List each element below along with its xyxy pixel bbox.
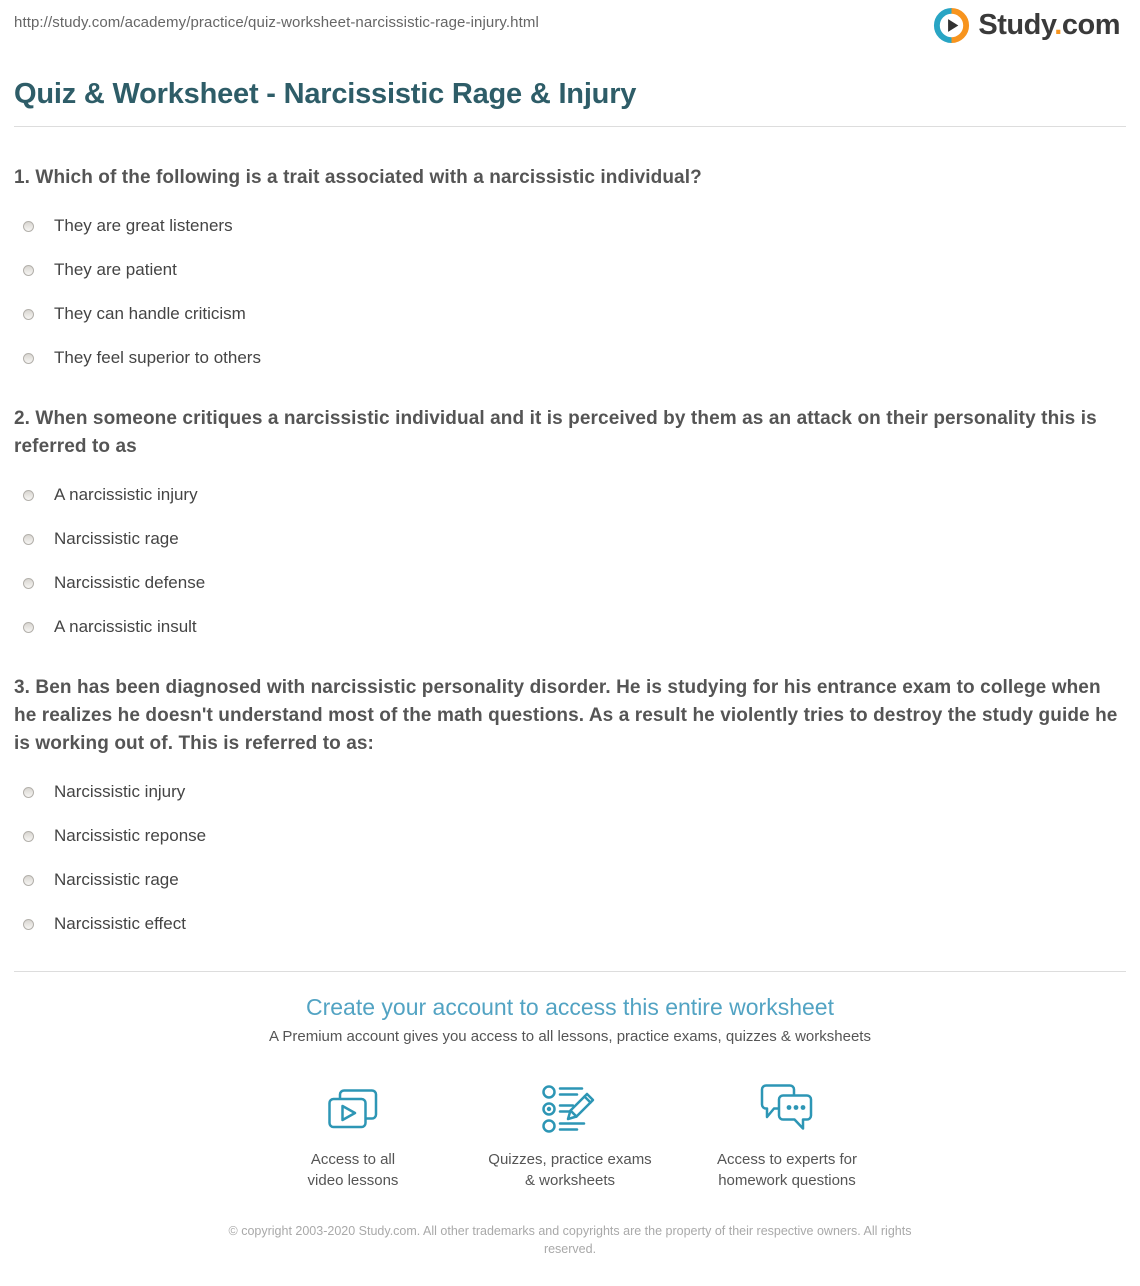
radio-button[interactable] bbox=[23, 265, 34, 276]
feature-video-lessons bbox=[245, 1078, 462, 1191]
question-2-option-4[interactable] bbox=[14, 617, 1126, 637]
page-url: http://study.com/academy/practice/quiz-worksheet-narcissistic-rage-injury.html bbox=[14, 14, 539, 31]
question-1-option-4[interactable] bbox=[14, 348, 1126, 368]
quiz-pencil-icon bbox=[462, 1078, 679, 1136]
option-label: A narcissistic injury bbox=[54, 485, 198, 504]
question-2-option-1[interactable] bbox=[14, 485, 1126, 505]
title-divider bbox=[14, 126, 1126, 127]
option-label: Narcissistic defense bbox=[54, 573, 206, 592]
feature-list bbox=[14, 1078, 1126, 1191]
cta-section bbox=[14, 972, 1126, 1191]
radio-button[interactable] bbox=[23, 353, 34, 364]
question-3-option-3[interactable] bbox=[14, 870, 1126, 890]
option-label: They are patient bbox=[54, 260, 177, 279]
question-2-text: 2. When someone critiques a narcissistic individual and it is perceived by them as an attack on their personality this is referred to as bbox=[14, 408, 1097, 457]
radio-button[interactable] bbox=[23, 919, 34, 930]
feature-homework-experts bbox=[679, 1078, 896, 1191]
feature-label: Access to all video lessons bbox=[307, 1151, 399, 1189]
video-lessons-icon bbox=[245, 1078, 462, 1136]
radio-button[interactable] bbox=[23, 221, 34, 232]
question-3-option-1[interactable] bbox=[14, 782, 1126, 802]
premium-account-subtext: A Premium account gives you access to all lessons, practice exams, quizzes & worksheets bbox=[269, 1028, 871, 1045]
question-3-option-4[interactable] bbox=[14, 914, 1126, 934]
question-2-option-3[interactable] bbox=[14, 573, 1126, 593]
option-label: A narcissistic insult bbox=[54, 617, 197, 636]
option-label: Narcissistic effect bbox=[54, 914, 186, 933]
option-label: Narcissistic reponse bbox=[54, 826, 207, 845]
option-label: Narcissistic rage bbox=[54, 870, 179, 889]
radio-button[interactable] bbox=[23, 787, 34, 798]
feature-quizzes-worksheets bbox=[462, 1078, 679, 1191]
create-account-link[interactable]: Create your account to access this entire worksheet bbox=[306, 994, 834, 1020]
option-label: They feel superior to others bbox=[54, 348, 261, 367]
copyright-notice: © copyright 2003-2020 Study.com. All other trademarks and copyrights are the property of their respective owners. All rights reserved. bbox=[228, 1224, 912, 1256]
radio-button[interactable] bbox=[23, 490, 34, 501]
question-1-option-1[interactable] bbox=[14, 216, 1126, 236]
play-circle-icon bbox=[932, 6, 971, 45]
feature-label: Quizzes, practice exams & worksheets bbox=[488, 1151, 652, 1189]
radio-button[interactable] bbox=[23, 875, 34, 886]
radio-button[interactable] bbox=[23, 534, 34, 545]
question-1-option-3[interactable] bbox=[14, 304, 1126, 324]
question-2 bbox=[14, 405, 1126, 637]
radio-button[interactable] bbox=[23, 622, 34, 633]
option-label: Narcissistic rage bbox=[54, 529, 179, 548]
option-label: They can handle criticism bbox=[54, 304, 246, 323]
page-title: Quiz & Worksheet - Narcissistic Rage & Injury bbox=[14, 78, 637, 110]
question-3 bbox=[14, 674, 1126, 934]
feature-label: Access to experts for homework questions bbox=[716, 1151, 858, 1189]
question-1 bbox=[14, 164, 1126, 368]
logo-wordmark: Study.com bbox=[978, 9, 1120, 41]
question-1-text: 1. Which of the following is a trait associated with a narcissistic individual? bbox=[14, 167, 702, 188]
option-label: They are great listeners bbox=[54, 216, 233, 235]
question-3-text: 3. Ben has been diagnosed with narcissistic personality disorder. He is studying for his entrance exam to college when he realizes he doesn't understand most of the math questions. As a result he violently tries to destroy the study guide he is working out of. This is referred to as: bbox=[14, 677, 1118, 754]
chat-bubbles-icon bbox=[679, 1078, 896, 1136]
radio-button[interactable] bbox=[23, 831, 34, 842]
radio-button[interactable] bbox=[23, 309, 34, 320]
question-2-option-2[interactable] bbox=[14, 529, 1126, 549]
page-header bbox=[14, 0, 1126, 45]
question-1-option-2[interactable] bbox=[14, 260, 1126, 280]
question-3-option-2[interactable] bbox=[14, 826, 1126, 846]
studycom-logo[interactable] bbox=[932, 6, 1120, 45]
radio-button[interactable] bbox=[23, 578, 34, 589]
option-label: Narcissistic injury bbox=[54, 782, 186, 801]
